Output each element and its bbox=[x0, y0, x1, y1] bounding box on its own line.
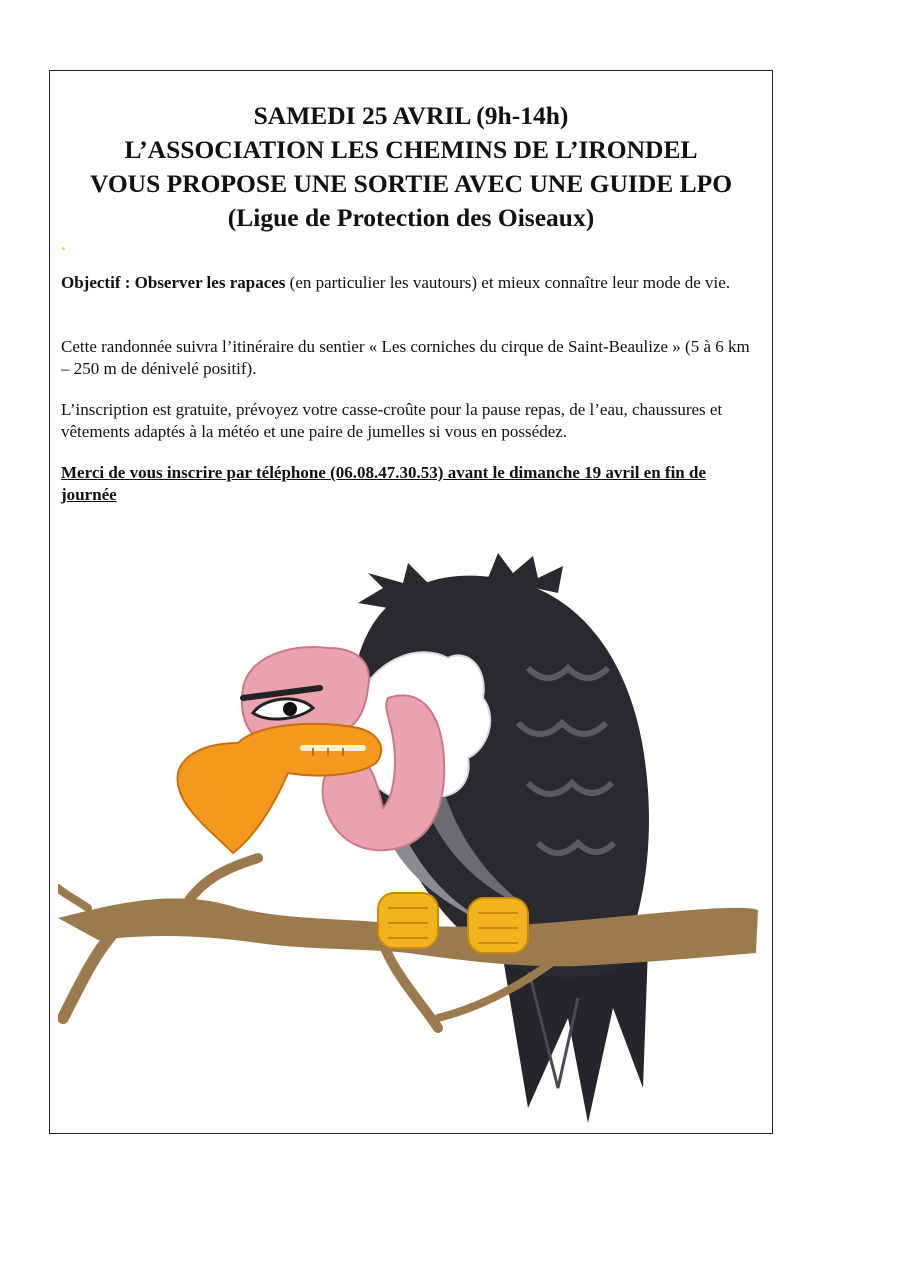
registration-paragraph: L’inscription est gratuite, prévoyez votre casse-croûte pour la pause repas, de l’eau, chaussures et vêtements adaptés à la météo et une paire de jumelles si vous en possédez. bbox=[61, 400, 723, 441]
heading-association: L’ASSOCIATION LES CHEMINS DE L’IRONDEL bbox=[124, 135, 698, 164]
vulture-illustration bbox=[58, 548, 758, 1138]
objective-paragraph bbox=[61, 272, 751, 294]
scan-speck bbox=[62, 247, 65, 250]
objective-label: Objectif : Observer les rapaces bbox=[61, 273, 286, 292]
heading-date: SAMEDI 25 AVRIL (9h-14h) bbox=[253, 101, 569, 130]
flyer-heading bbox=[50, 99, 772, 235]
heading-lpo: (Ligue de Protection des Oiseaux) bbox=[227, 203, 595, 232]
objective-text: (en particulier les vautours) et mieux connaître leur mode de vie. bbox=[285, 273, 731, 292]
heading-proposal: VOUS PROPOSE UNE SORTIE AVEC UNE GUIDE LPO bbox=[89, 169, 733, 198]
itinerary-paragraph: Cette randonnée suivra l’itinéraire du sentier « Les corniches du cirque de Saint-Beaulize » (5 à 6 km – 250 m de dénivelé positif). bbox=[61, 337, 750, 378]
call-to-action: Merci de vous inscrire par téléphone (06.08.47.30.53) avant le dimanche 19 avril en fin de journée bbox=[61, 463, 707, 504]
